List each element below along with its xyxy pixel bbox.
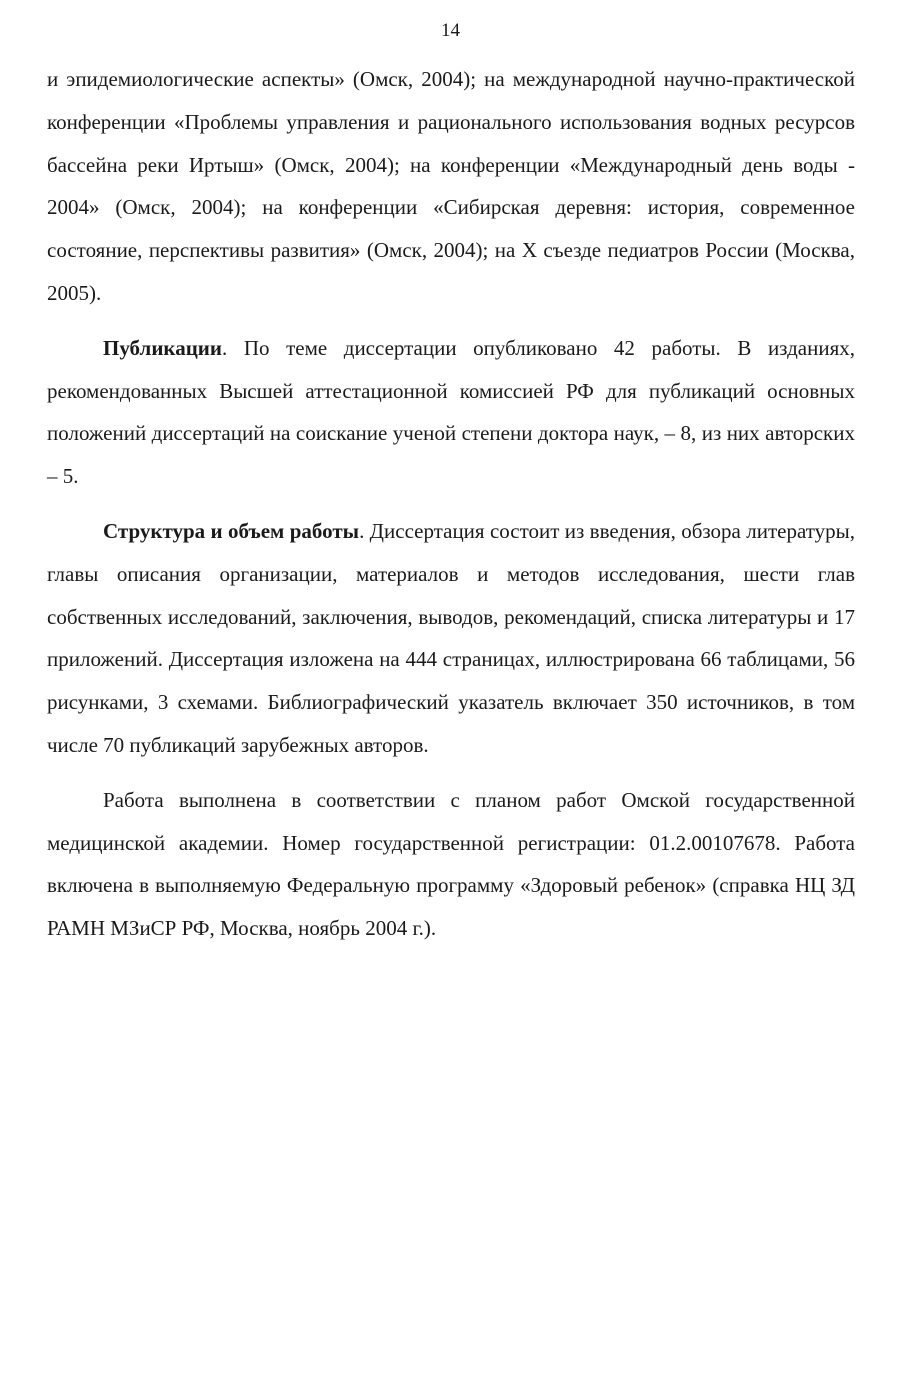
publications-text: . По теме диссертации опубликовано 42 работы. В изданиях, рекомендованных Высшей аттестационной комиссией РФ для публикаций основных положений диссертаций на соискание ученой степени доктора наук, – 8, из них авторских – 5. [47,335,855,489]
paragraph-conferences [47,58,855,315]
publications-heading: Публикации [103,335,222,360]
structure-text: . Диссертация состоит из введения, обзора литературы, главы описания организации, материалов и методов исследования, шести глав собственных исследований, заключения, выводов, рекомендаций, списка литературы и 17 приложений. Диссертация изложена на 444 страницах, иллюстрирована 66 таблицами, 56 рисунками, 3 схемами. Библиографический указатель включает 350 источников, в том числе 70 публикаций зарубежных авторов. [47,518,855,757]
paragraph-publications [47,327,855,498]
page-number: 14 [441,20,460,41]
paragraph-work-plan [47,779,855,950]
structure-heading: Структура и объем работы [103,518,360,543]
paragraph-structure [47,510,855,767]
document-body [47,58,855,950]
paragraph-conferences-text: и эпидемиологические аспекты» (Омск, 2004); на международной научно-практической конференции «Проблемы управления и рационального использования водных ресурсов бассейна реки Иртыш» (Омск, 2004); на конференции «Международный день воды - 2004» (Омск, 2004); на конференции «Сибирская деревня: история, современное состояние, перспективы развития» (Омск, 2004); на X съезде педиатров России (Москва, 2005). [47,67,855,305]
work-plan-text: Работа выполнена в соответствии с планом работ Омской государственной медицинской академии. Номер государственной регистрации: 01.2.00107678. Работа включена в выполняемую Федеральную программу «Здоровый ребенок» (справка НЦ ЗД РАМН МЗиСР РФ, Москва, ноябрь 2004 г.). [47,787,855,941]
